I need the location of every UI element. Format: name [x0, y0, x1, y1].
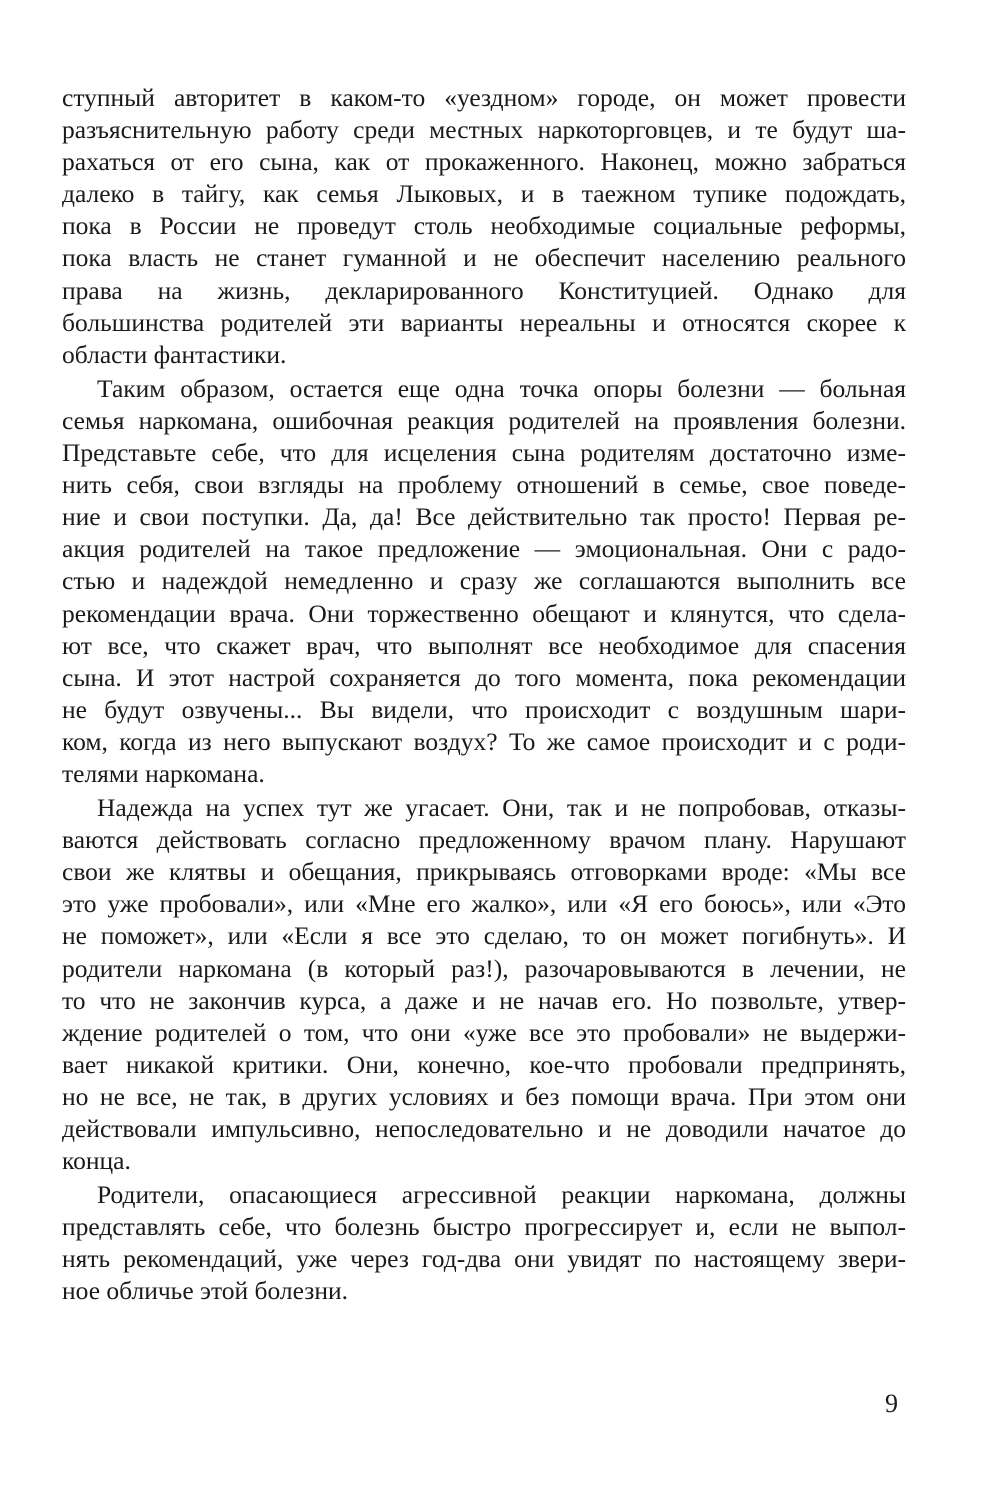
text-line: рекомендации врача. Они торжественно обещают и клянутся, что сдела- — [62, 598, 906, 628]
text-line: сына. И этот настрой сохраняется до того момента, пока рекомендации — [62, 662, 906, 692]
text-line: ние и свои поступки. Да, да! Все действительно так просто! Первая ре- — [62, 502, 906, 532]
text-line: ком, когда из него выпускают воздух? То же самое происходит и с роди- — [62, 726, 906, 756]
text-line: рахаться от его сына, как от прокаженного. Наконец, можно забраться — [62, 147, 906, 177]
text-line: Таким образом, остается еще одна точка опоры болезни — больная — [97, 373, 906, 403]
text-line: Представьте себе, что для исцеления сына родителям достаточно изме- — [62, 438, 906, 468]
text-line: то что не закончив курса, а даже и не начав его. Но позвольте, утвер- — [62, 985, 906, 1015]
text-line: большинства родителей эти варианты нереальны и относятся скорее к — [62, 307, 906, 337]
text-line: семья наркомана, ошибочная реакция родителей на проявления болезни. — [62, 405, 906, 435]
text-line: свои же клятвы и обещания, прикрываясь отговорками вроде: «Мы все — [62, 857, 906, 887]
text-line: разъяснительную работу среди местных наркоторговцев, и те будут ша- — [62, 115, 906, 145]
text-line: не будут озвучены... Вы видели, что происходит с воздушным шари- — [62, 694, 906, 724]
text-line: вает никакой критики. Они, конечно, кое-что пробовали предпринять, — [62, 1049, 906, 1079]
text-line: акция родителей на такое предложение — эмоциональная. Они с радо- — [62, 534, 906, 564]
text-line: представлять себе, что болезнь быстро прогрессирует и, если не выпол- — [62, 1212, 906, 1242]
text-line: пока в России не проведут столь необходимые социальные реформы, — [62, 211, 906, 241]
text-line: не поможет», или «Если я все это сделаю, то он может погибнуть». И — [62, 921, 906, 951]
text-line: ваются действовать согласно предложенному врачом плану. Нарушают — [62, 825, 906, 855]
paragraph — [62, 792, 906, 1177]
page-number: 9 — [885, 1389, 898, 1418]
paragraph — [62, 373, 906, 790]
text-line: конца. — [62, 1146, 131, 1176]
text-line: области фантастики. — [62, 339, 287, 369]
text-line: ное обличье этой болезни. — [62, 1276, 349, 1306]
text-line: это уже пробовали», или «Мне его жалко», или «Я его боюсь», или «Это — [62, 889, 906, 919]
text-line: нить себя, свои взгляды на проблему отношений в семье, свое поведе- — [62, 470, 906, 500]
text-line: Родители, опасающиеся агрессивной реакции наркомана, должны — [97, 1180, 906, 1210]
paragraph — [62, 82, 906, 371]
text-line: права на жизнь, декларированного Конституцией. Однако для — [62, 275, 906, 305]
text-line: но не все, не так, в других условиях и без помощи врача. При этом они — [62, 1081, 906, 1111]
text-line: пока власть не станет гуманной и не обеспечит населению реального — [62, 243, 906, 273]
text-line: ют все, что скажет врач, что выполнят все необходимое для спасения — [62, 630, 906, 660]
text-line: родители наркомана (в который раз!), разочаровываются в лечении, не — [62, 953, 906, 983]
text-line: действовали импульсивно, непоследовательно и не доводили начатое до — [62, 1114, 906, 1143]
text-line: нять рекомендаций, уже через год-два они увидят по настоящему звери- — [62, 1244, 906, 1274]
paragraph — [62, 1179, 906, 1307]
text-line: ждение родителей о том, что они «уже все это пробовали» не выдержи- — [62, 1017, 906, 1047]
text-line: Надежда на успех тут же угасает. Они, так и не попробовав, отказы- — [97, 793, 906, 823]
page-body-text — [62, 82, 906, 1308]
text-line: далеко в тайгу, как семья Лыковых, и в таежном тупике подождать, — [62, 179, 906, 209]
text-line: стью и надеждой немедленно и сразу же соглашаются выполнить все — [62, 566, 906, 596]
text-line: ступный авторитет в каком-то «уездном» городе, он может провести — [62, 83, 906, 112]
text-line: телями наркомана. — [62, 758, 265, 788]
